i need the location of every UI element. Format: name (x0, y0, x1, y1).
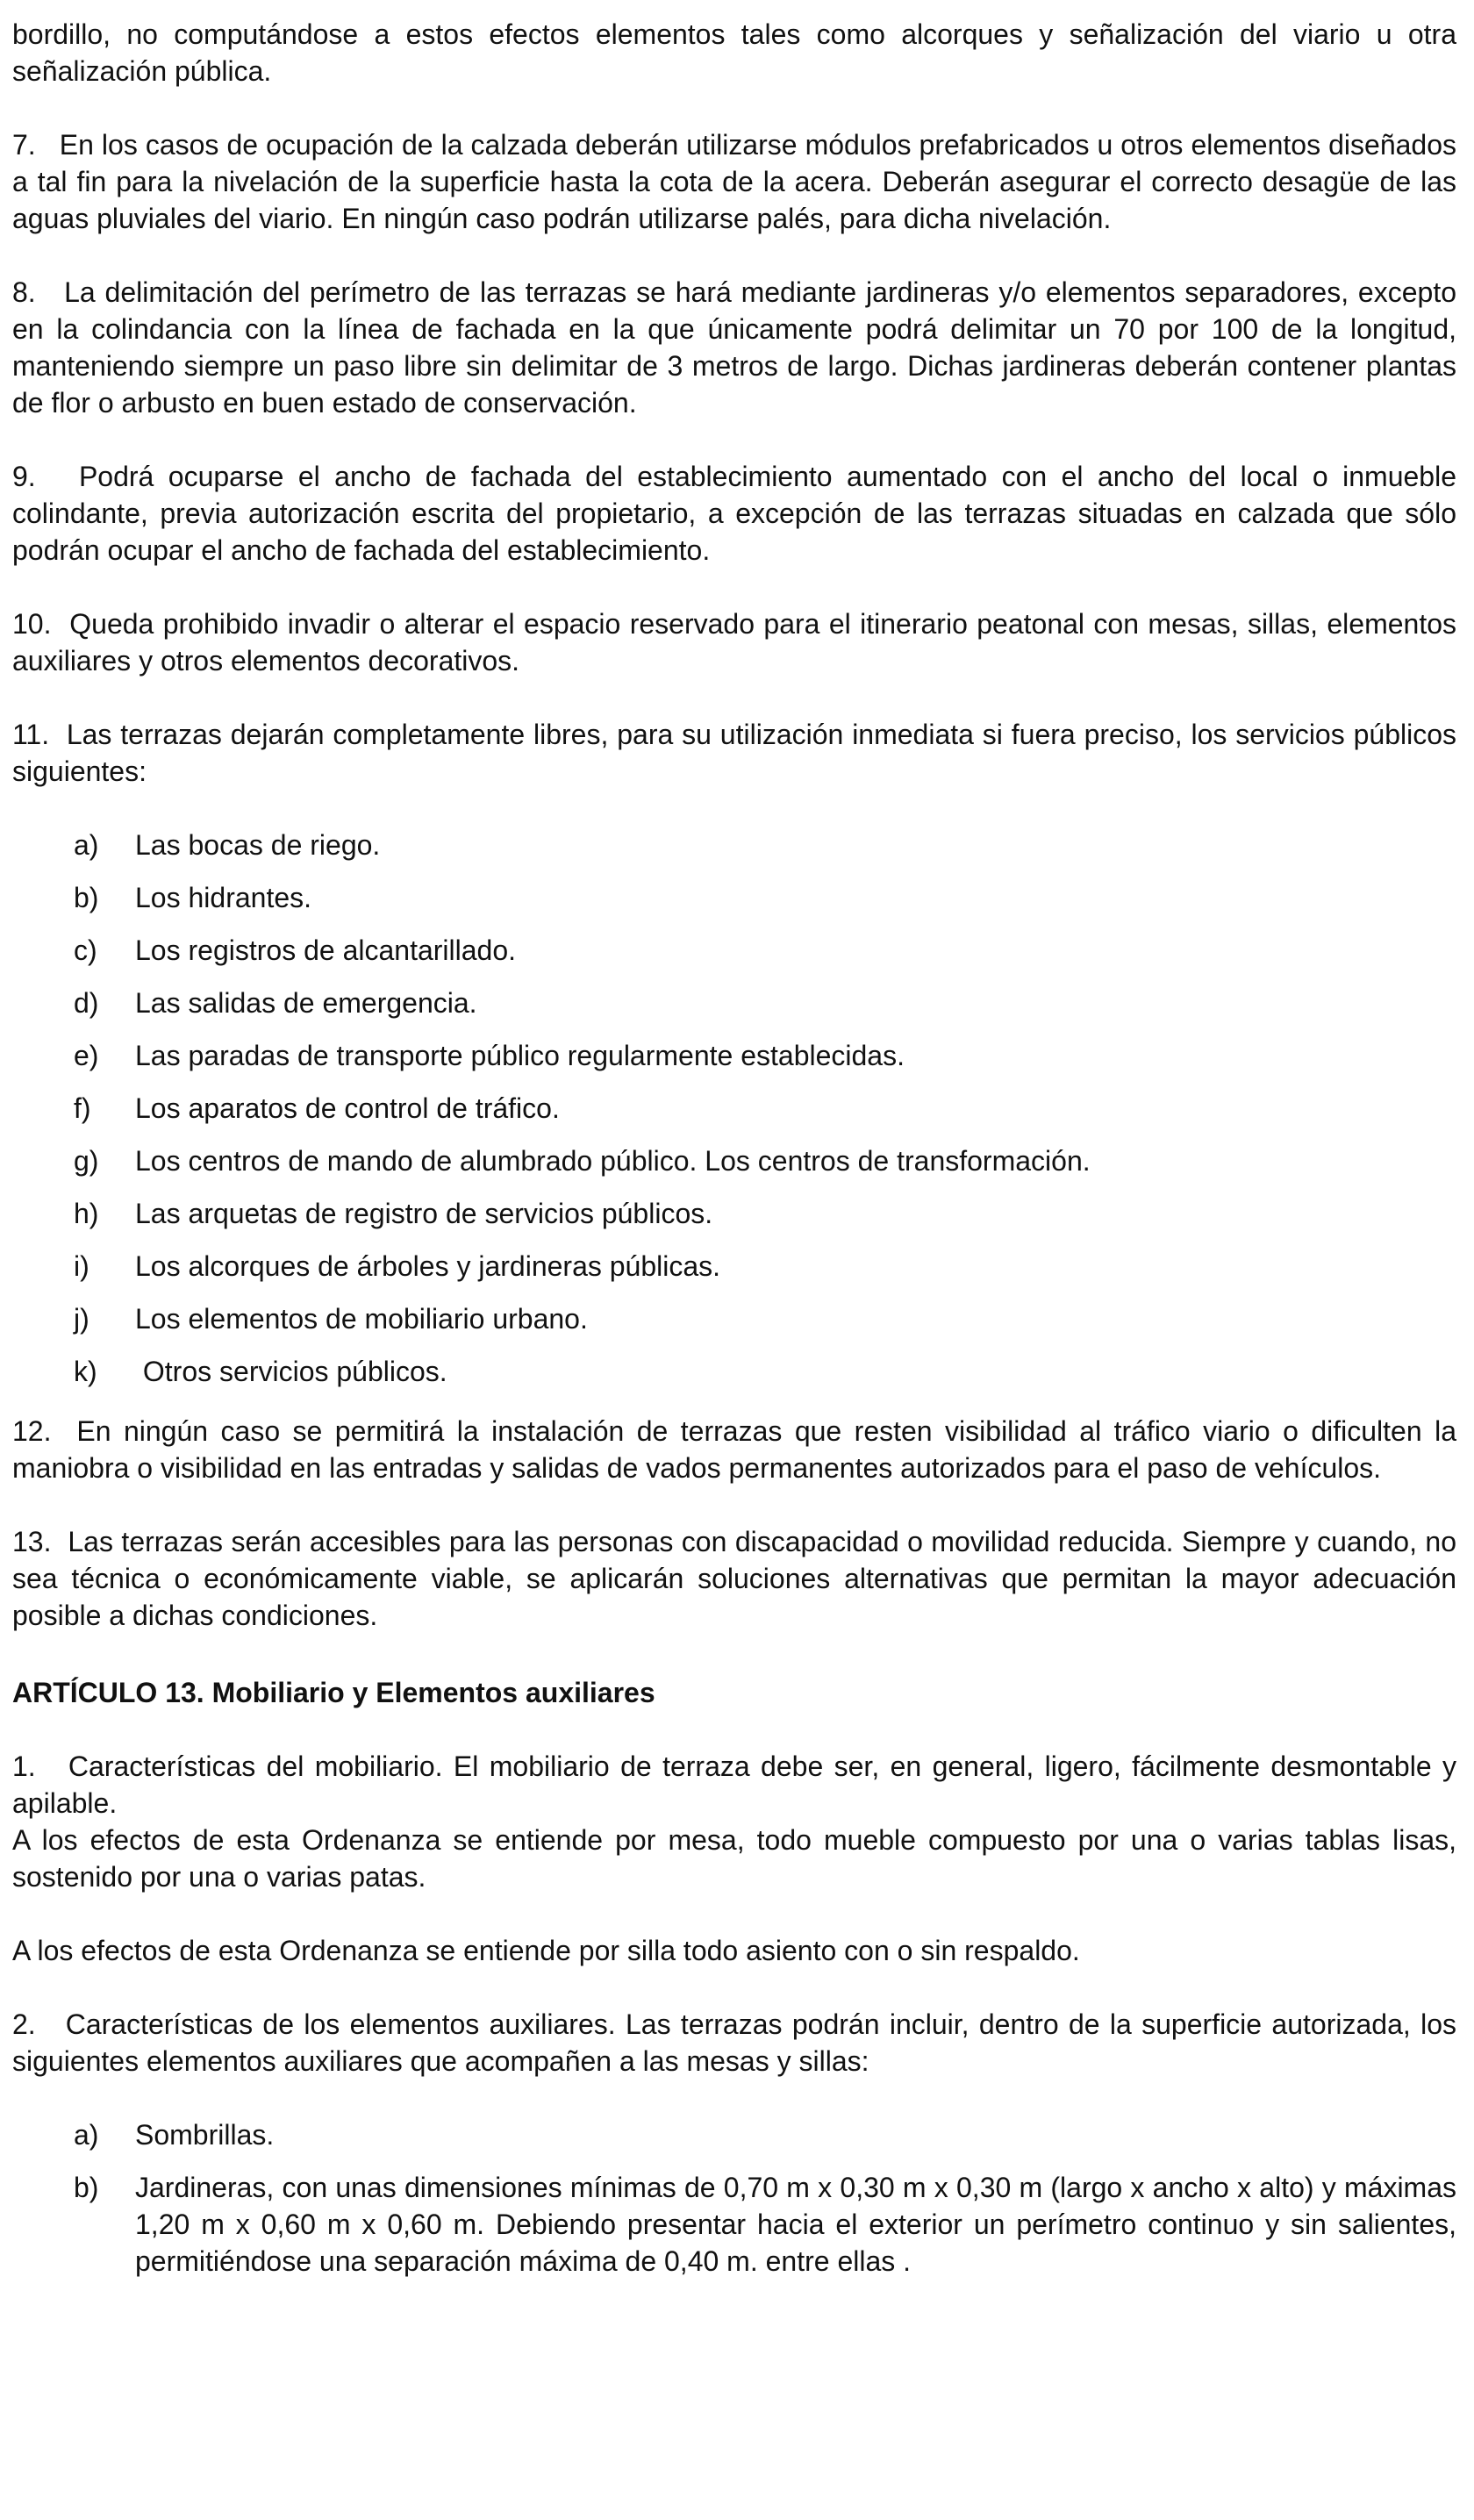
paragraph-8: 8. La delimitación del perímetro de las terrazas se hará mediante jardineras y/o elementos separadores, excepto en la colindancia con la línea de fachada en la que únicamente podrá delimitar un 70 por 100 de la longitud, manteniendo siempre un paso libre sin delimitar de 3 metros de largo. Dichas jardineras deberán contener plantas de flor o arbusto en buen estado de conservación. (12, 276, 1456, 419)
list-marker: k) (74, 1356, 97, 1387)
list-item-text: Los centros de mando de alumbrado público. Los centros de transformación. (135, 1145, 1091, 1177)
list-item-text: Los registros de alcantarillado. (135, 934, 517, 966)
list-marker: c) (74, 934, 97, 966)
list-item (12, 1142, 1456, 1179)
list-item (12, 1353, 1456, 1390)
list-item-text: Las arquetas de registro de servicios públicos. (135, 1198, 713, 1229)
list-item (12, 1090, 1456, 1127)
list-item-text: Los aparatos de control de tráfico. (135, 1092, 560, 1124)
list-item (12, 827, 1456, 863)
list-item (12, 1300, 1456, 1337)
paragraph-10: 10. Queda prohibido invadir o alterar el espacio reservado para el itinerario peatonal con mesas, sillas, elementos auxiliares y otros elementos decorativos. (12, 608, 1456, 677)
public-services-list (12, 827, 1456, 1390)
list-item (12, 2116, 1456, 2153)
list-marker: d) (74, 987, 99, 1019)
paragraph-11: 11. Las terrazas dejarán completamente libres, para su utilización inmediata si fuera preciso, los servicios públicos siguientes: (12, 719, 1456, 787)
article-13-item-1: 1. Características del mobiliario. El mobiliario de terraza debe ser, en general, ligero, fácilmente desmontable y apilable. (12, 1750, 1456, 1819)
list-marker: b) (74, 2172, 99, 2203)
list-item-text: Las paradas de transporte público regularmente establecidas. (135, 1040, 905, 1071)
list-item (12, 2169, 1456, 2280)
list-item-text: Los hidrantes. (135, 882, 312, 913)
intro-paragraph: bordillo, no computándose a estos efectos elementos tales como alcorques y señalización del viario u otra señalización pública. (12, 18, 1456, 87)
paragraph-7: 7. En los casos de ocupación de la calzada deberán utilizarse módulos prefabricados u otros elementos diseñados a tal fin para la nivelación de la superficie hasta la cota de la acera. Deberán asegurar el correcto desagüe de las aguas pluviales del viario. En ningún caso podrán utilizarse palés, para dicha nivelación. (12, 129, 1456, 234)
list-item (12, 1248, 1456, 1285)
list-item-text: Los elementos de mobiliario urbano. (135, 1303, 588, 1335)
article-13-heading: ARTÍCULO 13. Mobiliario y Elementos auxiliares (12, 1677, 655, 1708)
list-marker: a) (74, 2119, 99, 2151)
list-item-text: Sombrillas. (135, 2119, 275, 2151)
list-item (12, 1037, 1456, 1074)
list-item-text: Las bocas de riego. (135, 829, 381, 861)
list-item-text: Jardineras, con unas dimensiones mínimas de 0,70 m x 0,30 m x 0,30 m (largo x ancho x alto) y máximas 1,20 m x 0,60 m x 0,60 m. Debiendo presentar hacia el exterior un perímetro continuo y sin salientes, permitiéndose una separación máxima de 0,40 m. entre ellas . (135, 2172, 1456, 2277)
list-item (12, 984, 1456, 1021)
paragraph-13: 13. Las terrazas serán accesibles para las personas con discapacidad o movilidad reducida. Siempre y cuando, no sea técnica o económicamente viable, se aplicarán soluciones alternativas que permitan la mayor adecuación posible a dichas condiciones. (12, 1526, 1456, 1631)
list-item-text: Los alcorques de árboles y jardineras públicas. (135, 1250, 721, 1282)
list-marker: g) (74, 1145, 99, 1177)
list-marker: e) (74, 1040, 99, 1071)
list-marker: i) (74, 1250, 89, 1282)
list-marker: h) (74, 1198, 99, 1229)
list-item-text: Otros servicios públicos. (135, 1356, 447, 1387)
list-marker: j) (74, 1303, 89, 1335)
table-definition-paragraph: A los efectos de esta Ordenanza se entiende por mesa, todo mueble compuesto por una o varias tablas lisas, sostenido por una o varias patas. (12, 1824, 1456, 1893)
list-marker: b) (74, 882, 99, 913)
article-13-item-2: 2. Características de los elementos auxiliares. Las terrazas podrán incluir, dentro de la superficie autorizada, los siguientes elementos auxiliares que acompañen a las mesas y sillas: (12, 2008, 1456, 2077)
list-item (12, 932, 1456, 969)
paragraph-9: 9. Podrá ocuparse el ancho de fachada del establecimiento aumentado con el ancho del local o inmueble colindante, previa autorización escrita del propietario, a excepción de las terrazas situadas en calzada que sólo podrán ocupar el ancho de fachada del establecimiento. (12, 461, 1456, 566)
list-item-text: Las salidas de emergencia. (135, 987, 477, 1019)
list-item (12, 1195, 1456, 1232)
auxiliary-elements-list (12, 2116, 1456, 2280)
chair-definition-paragraph: A los efectos de esta Ordenanza se entiende por silla todo asiento con o sin respaldo. (12, 1935, 1080, 1966)
list-item (12, 879, 1456, 916)
paragraph-12: 12. En ningún caso se permitirá la instalación de terrazas que resten visibilidad al tráfico viario o dificulten la maniobra o visibilidad en las entradas y salidas de vados permanentes autorizados para el paso de vehículos. (12, 1415, 1456, 1484)
list-marker: a) (74, 829, 99, 861)
list-marker: f) (74, 1092, 91, 1124)
